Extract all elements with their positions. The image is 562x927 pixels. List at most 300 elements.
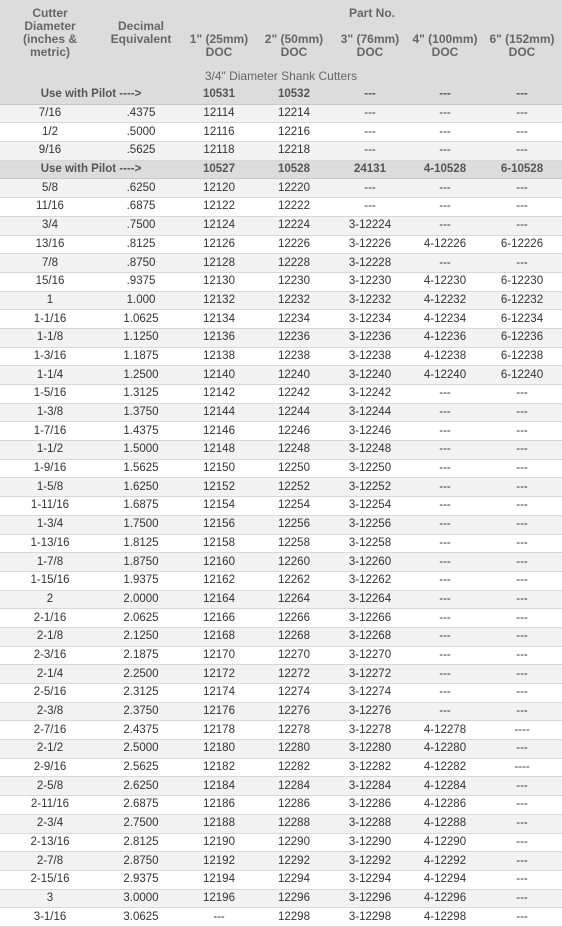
part-6in-cell: 6-12236 bbox=[482, 328, 562, 347]
part-4in-cell: --- bbox=[408, 478, 482, 497]
cutter-diameter-cell: 1-1/4 bbox=[0, 366, 100, 385]
part-4in-cell: --- bbox=[408, 441, 482, 460]
table-row bbox=[0, 609, 562, 628]
pilot-part-cell: 10531 bbox=[182, 86, 256, 104]
cutter-diameter-cell: 1-15/16 bbox=[0, 571, 100, 590]
doc-header-3in: 3" (76mm) DOC bbox=[332, 26, 408, 66]
part-2in-cell: 12228 bbox=[256, 254, 332, 273]
part-2in-cell: 12218 bbox=[256, 142, 332, 161]
decimal-cell: 2.0000 bbox=[100, 590, 182, 609]
decimal-cell: 3.0000 bbox=[100, 889, 182, 908]
part-3in-cell: 3-12240 bbox=[332, 366, 408, 385]
table-row bbox=[0, 347, 562, 366]
part-2in-cell: 12216 bbox=[256, 123, 332, 142]
table-row bbox=[0, 403, 562, 422]
part-1in-cell: 12190 bbox=[182, 833, 256, 852]
part-6in-cell: --- bbox=[482, 254, 562, 273]
part-3in-cell: 3-12290 bbox=[332, 833, 408, 852]
part-3in-cell: 3-12288 bbox=[332, 814, 408, 833]
part-1in-cell: 12154 bbox=[182, 497, 256, 516]
part-1in-cell: 12194 bbox=[182, 870, 256, 889]
part-2in-cell: 12256 bbox=[256, 515, 332, 534]
part-6in-cell: --- bbox=[482, 459, 562, 478]
part-3in-cell: 3-12244 bbox=[332, 403, 408, 422]
decimal-cell: 2.3750 bbox=[100, 702, 182, 721]
cutter-diameter-cell: 13/16 bbox=[0, 235, 100, 254]
cutter-diameter-cell: 2-15/16 bbox=[0, 870, 100, 889]
decimal-cell: 1.4375 bbox=[100, 422, 182, 441]
part-2in-cell: 12252 bbox=[256, 478, 332, 497]
table-body bbox=[0, 86, 562, 926]
part-4in-cell: 4-12288 bbox=[408, 814, 482, 833]
part-4in-cell: --- bbox=[408, 590, 482, 609]
part-4in-cell: --- bbox=[408, 104, 482, 123]
part-1in-cell: 12158 bbox=[182, 534, 256, 553]
part-2in-cell: 12280 bbox=[256, 740, 332, 759]
decimal-cell: 2.6250 bbox=[100, 777, 182, 796]
part-3in-cell: 3-12252 bbox=[332, 478, 408, 497]
part-1in-cell: 12170 bbox=[182, 646, 256, 665]
pilot-part-cell: 10532 bbox=[256, 86, 332, 104]
pilot-part-cell: 10527 bbox=[182, 160, 256, 179]
part-3in-cell: 3-12260 bbox=[332, 553, 408, 572]
part-3in-cell: 3-12236 bbox=[332, 328, 408, 347]
decimal-cell: 1.3750 bbox=[100, 403, 182, 422]
part-4in-cell: 4-12230 bbox=[408, 272, 482, 291]
part-4in-cell: --- bbox=[408, 627, 482, 646]
part-4in-cell: 4-12238 bbox=[408, 347, 482, 366]
part-1in-cell: 12176 bbox=[182, 702, 256, 721]
table-row bbox=[0, 740, 562, 759]
table-row bbox=[0, 777, 562, 796]
part-2in-cell: 12226 bbox=[256, 235, 332, 254]
part-4in-cell: --- bbox=[408, 422, 482, 441]
decimal-cell: 2.3125 bbox=[100, 684, 182, 703]
part-6in-cell: --- bbox=[482, 814, 562, 833]
part-2in-cell: 12244 bbox=[256, 403, 332, 422]
pilot-part-cell: 4-10528 bbox=[408, 160, 482, 179]
part-4in-cell: --- bbox=[408, 254, 482, 273]
cutter-diameter-cell: 2-5/8 bbox=[0, 777, 100, 796]
decimal-cell: 2.8125 bbox=[100, 833, 182, 852]
cutter-diameter-cell: 1-11/16 bbox=[0, 497, 100, 516]
part-6in-cell: 6-12240 bbox=[482, 366, 562, 385]
decimal-cell: .5000 bbox=[100, 123, 182, 142]
cutter-diameter-cell: 1-7/8 bbox=[0, 553, 100, 572]
cutter-diameter-cell: 1-3/8 bbox=[0, 403, 100, 422]
part-3in-cell: 3-12256 bbox=[332, 515, 408, 534]
part-1in-cell: 12178 bbox=[182, 721, 256, 740]
part-1in-cell: 12164 bbox=[182, 590, 256, 609]
table-row bbox=[0, 385, 562, 404]
part-6in-cell: --- bbox=[482, 740, 562, 759]
cutter-diameter-cell: 2-13/16 bbox=[0, 833, 100, 852]
table-row bbox=[0, 104, 562, 123]
part-2in-cell: 12274 bbox=[256, 684, 332, 703]
part-1in-cell: 12116 bbox=[182, 123, 256, 142]
part-6in-cell: 6-12226 bbox=[482, 235, 562, 254]
cutter-diameter-cell: 2-1/2 bbox=[0, 740, 100, 759]
decimal-cell: 1.5000 bbox=[100, 441, 182, 460]
part-3in-cell: 3-12276 bbox=[332, 702, 408, 721]
decimal-cell: 1.6250 bbox=[100, 478, 182, 497]
decimal-cell: .4375 bbox=[100, 104, 182, 123]
part-6in-cell: --- bbox=[482, 198, 562, 217]
part-2in-cell: 12242 bbox=[256, 385, 332, 404]
part-3in-cell: 3-12250 bbox=[332, 459, 408, 478]
decimal-equivalent-header: Decimal Equivalent bbox=[100, 0, 182, 66]
part-2in-cell: 12264 bbox=[256, 590, 332, 609]
part-2in-cell: 12250 bbox=[256, 459, 332, 478]
pilot-label: Use with Pilot ----> bbox=[0, 86, 182, 104]
part-3in-cell: 3-12272 bbox=[332, 665, 408, 684]
part-3in-cell: --- bbox=[332, 104, 408, 123]
part-1in-cell: --- bbox=[182, 908, 256, 927]
part-2in-cell: 12258 bbox=[256, 534, 332, 553]
part-4in-cell: --- bbox=[408, 198, 482, 217]
part-2in-cell: 12296 bbox=[256, 889, 332, 908]
part-1in-cell: 12160 bbox=[182, 553, 256, 572]
part-3in-cell: 3-12224 bbox=[332, 216, 408, 235]
table-row bbox=[0, 291, 562, 310]
cutter-diameter-cell: 1-5/8 bbox=[0, 478, 100, 497]
part-4in-cell: --- bbox=[408, 385, 482, 404]
part-2in-cell: 12284 bbox=[256, 777, 332, 796]
part-6in-cell: --- bbox=[482, 142, 562, 161]
part-4in-cell: --- bbox=[408, 123, 482, 142]
cutter-diameter-cell: 2-9/16 bbox=[0, 758, 100, 777]
part-6in-cell: --- bbox=[482, 497, 562, 516]
part-4in-cell: --- bbox=[408, 497, 482, 516]
part-1in-cell: 12162 bbox=[182, 571, 256, 590]
pilot-row bbox=[0, 160, 562, 179]
part-2in-cell: 12224 bbox=[256, 216, 332, 235]
part-1in-cell: 12148 bbox=[182, 441, 256, 460]
decimal-cell: 2.1250 bbox=[100, 627, 182, 646]
part-1in-cell: 12118 bbox=[182, 142, 256, 161]
part-6in-cell: --- bbox=[482, 553, 562, 572]
table-row bbox=[0, 216, 562, 235]
part-6in-cell: --- bbox=[482, 870, 562, 889]
part-4in-cell: 4-12234 bbox=[408, 310, 482, 329]
part-6in-cell: --- bbox=[482, 123, 562, 142]
part-1in-cell: 12166 bbox=[182, 609, 256, 628]
part-2in-cell: 12294 bbox=[256, 870, 332, 889]
part-1in-cell: 12130 bbox=[182, 272, 256, 291]
doc-header-2in: 2" (50mm) DOC bbox=[256, 26, 332, 66]
part-3in-cell: --- bbox=[332, 179, 408, 198]
table-row bbox=[0, 123, 562, 142]
part-2in-cell: 12220 bbox=[256, 179, 332, 198]
table-row bbox=[0, 870, 562, 889]
part-2in-cell: 12240 bbox=[256, 366, 332, 385]
part-4in-cell: 4-12290 bbox=[408, 833, 482, 852]
decimal-cell: 1.7500 bbox=[100, 515, 182, 534]
part-3in-cell: 3-12270 bbox=[332, 646, 408, 665]
part-2in-cell: 12246 bbox=[256, 422, 332, 441]
part-4in-cell: 4-12284 bbox=[408, 777, 482, 796]
table-row bbox=[0, 272, 562, 291]
table-row bbox=[0, 571, 562, 590]
part-6in-cell: 6-12230 bbox=[482, 272, 562, 291]
part-2in-cell: 12268 bbox=[256, 627, 332, 646]
part-4in-cell: 4-12236 bbox=[408, 328, 482, 347]
part-2in-cell: 12234 bbox=[256, 310, 332, 329]
table-row bbox=[0, 534, 562, 553]
part-2in-cell: 12288 bbox=[256, 814, 332, 833]
part-2in-cell: 12214 bbox=[256, 104, 332, 123]
doc-header-6in: 6" (152mm) DOC bbox=[482, 26, 562, 66]
cutter-diameter-cell: 2-7/8 bbox=[0, 852, 100, 871]
part-2in-cell: 12260 bbox=[256, 553, 332, 572]
part-3in-cell: 3-12228 bbox=[332, 254, 408, 273]
cutter-diameter-cell: 2-1/4 bbox=[0, 665, 100, 684]
part-1in-cell: 12172 bbox=[182, 665, 256, 684]
part-4in-cell: 4-12286 bbox=[408, 796, 482, 815]
table-row bbox=[0, 590, 562, 609]
pilot-part-cell: --- bbox=[408, 86, 482, 104]
decimal-cell: .6250 bbox=[100, 179, 182, 198]
cutter-diameter-cell: 1-9/16 bbox=[0, 459, 100, 478]
part-1in-cell: 12156 bbox=[182, 515, 256, 534]
pilot-part-cell: 10528 bbox=[256, 160, 332, 179]
part-1in-cell: 12124 bbox=[182, 216, 256, 235]
part-6in-cell: ---- bbox=[482, 758, 562, 777]
part-4in-cell: 4-12278 bbox=[408, 721, 482, 740]
part-2in-cell: 12270 bbox=[256, 646, 332, 665]
cutter-diameter-cell: 1 bbox=[0, 291, 100, 310]
cutter-diameter-cell: 1-5/16 bbox=[0, 385, 100, 404]
part-1in-cell: 12120 bbox=[182, 179, 256, 198]
pilot-row bbox=[0, 86, 562, 104]
part-6in-cell: --- bbox=[482, 385, 562, 404]
part-3in-cell: 3-12238 bbox=[332, 347, 408, 366]
table-row bbox=[0, 441, 562, 460]
decimal-cell: 1.000 bbox=[100, 291, 182, 310]
part-4in-cell: 4-12292 bbox=[408, 852, 482, 871]
part-6in-cell: 6-12232 bbox=[482, 291, 562, 310]
part-1in-cell: 12132 bbox=[182, 291, 256, 310]
part-1in-cell: 12142 bbox=[182, 385, 256, 404]
table-row bbox=[0, 235, 562, 254]
cutter-diameter-cell: 5/8 bbox=[0, 179, 100, 198]
pilot-part-cell: --- bbox=[332, 86, 408, 104]
part-1in-cell: 12184 bbox=[182, 777, 256, 796]
part-4in-cell: --- bbox=[408, 142, 482, 161]
cutter-diameter-cell: 9/16 bbox=[0, 142, 100, 161]
part-1in-cell: 12150 bbox=[182, 459, 256, 478]
part-2in-cell: 12278 bbox=[256, 721, 332, 740]
decimal-cell: 1.9375 bbox=[100, 571, 182, 590]
part-1in-cell: 12114 bbox=[182, 104, 256, 123]
part-2in-cell: 12236 bbox=[256, 328, 332, 347]
cutter-diameter-cell: 7/8 bbox=[0, 254, 100, 273]
table-row bbox=[0, 908, 562, 927]
part-3in-cell: 3-12298 bbox=[332, 908, 408, 927]
part-6in-cell: 6-12234 bbox=[482, 310, 562, 329]
part-2in-cell: 12262 bbox=[256, 571, 332, 590]
part-2in-cell: 12222 bbox=[256, 198, 332, 217]
decimal-cell: 1.8750 bbox=[100, 553, 182, 572]
part-3in-cell: --- bbox=[332, 123, 408, 142]
decimal-cell: 2.7500 bbox=[100, 814, 182, 833]
decimal-cell: 2.6875 bbox=[100, 796, 182, 815]
part-6in-cell: --- bbox=[482, 833, 562, 852]
cutter-diameter-cell: 11/16 bbox=[0, 198, 100, 217]
cutter-diameter-header: Cutter Diameter (inches & metric) bbox=[0, 0, 100, 66]
part-6in-cell: --- bbox=[482, 534, 562, 553]
cutter-diameter-cell: 2-5/16 bbox=[0, 684, 100, 703]
part-6in-cell: --- bbox=[482, 104, 562, 123]
part-3in-cell: 3-12274 bbox=[332, 684, 408, 703]
part-4in-cell: 4-12240 bbox=[408, 366, 482, 385]
part-4in-cell: 4-12226 bbox=[408, 235, 482, 254]
part-1in-cell: 12128 bbox=[182, 254, 256, 273]
part-3in-cell: 3-12294 bbox=[332, 870, 408, 889]
part-1in-cell: 12192 bbox=[182, 852, 256, 871]
part-1in-cell: 12188 bbox=[182, 814, 256, 833]
table-row bbox=[0, 142, 562, 161]
part-6in-cell: --- bbox=[482, 665, 562, 684]
cutter-diameter-cell: 1-1/16 bbox=[0, 310, 100, 329]
part-4in-cell: 4-12298 bbox=[408, 908, 482, 927]
part-4in-cell: --- bbox=[408, 459, 482, 478]
part-4in-cell: 4-12296 bbox=[408, 889, 482, 908]
part-6in-cell: --- bbox=[482, 609, 562, 628]
decimal-cell: 1.6875 bbox=[100, 497, 182, 516]
part-1in-cell: 12180 bbox=[182, 740, 256, 759]
table-row bbox=[0, 758, 562, 777]
part-6in-cell: --- bbox=[482, 515, 562, 534]
doc-header-1in: 1" (25mm) DOC bbox=[182, 26, 256, 66]
part-4in-cell: --- bbox=[408, 403, 482, 422]
part-6in-cell: --- bbox=[482, 777, 562, 796]
doc-header-4in: 4" (100mm) DOC bbox=[408, 26, 482, 66]
part-3in-cell: 3-12282 bbox=[332, 758, 408, 777]
part-3in-cell: 3-12280 bbox=[332, 740, 408, 759]
part-4in-cell: --- bbox=[408, 534, 482, 553]
part-6in-cell: --- bbox=[482, 627, 562, 646]
part-3in-cell: 3-12234 bbox=[332, 310, 408, 329]
decimal-cell: 2.5625 bbox=[100, 758, 182, 777]
part-3in-cell: 3-12230 bbox=[332, 272, 408, 291]
part-2in-cell: 12232 bbox=[256, 291, 332, 310]
decimal-cell: 2.2500 bbox=[100, 665, 182, 684]
part-1in-cell: 12152 bbox=[182, 478, 256, 497]
part-1in-cell: 12126 bbox=[182, 235, 256, 254]
cutter-diameter-cell: 2-1/16 bbox=[0, 609, 100, 628]
decimal-cell: 2.8750 bbox=[100, 852, 182, 871]
table-row bbox=[0, 310, 562, 329]
part-2in-cell: 12292 bbox=[256, 852, 332, 871]
decimal-cell: 1.3125 bbox=[100, 385, 182, 404]
part-1in-cell: 12174 bbox=[182, 684, 256, 703]
cutter-diameter-cell: 1-3/16 bbox=[0, 347, 100, 366]
part-3in-cell: 3-12284 bbox=[332, 777, 408, 796]
part-6in-cell: --- bbox=[482, 590, 562, 609]
decimal-cell: .6875 bbox=[100, 198, 182, 217]
part-1in-cell: 12138 bbox=[182, 347, 256, 366]
table-row bbox=[0, 497, 562, 516]
decimal-cell: 2.5000 bbox=[100, 740, 182, 759]
part-6in-cell: --- bbox=[482, 646, 562, 665]
cutter-diameter-cell: 1-3/4 bbox=[0, 515, 100, 534]
part-3in-cell: --- bbox=[332, 198, 408, 217]
part-6in-cell: --- bbox=[482, 179, 562, 198]
pilot-part-cell: 24131 bbox=[332, 160, 408, 179]
part-3in-cell: 3-12242 bbox=[332, 385, 408, 404]
cutter-diameter-cell: 2-3/16 bbox=[0, 646, 100, 665]
part-2in-cell: 12254 bbox=[256, 497, 332, 516]
part-4in-cell: --- bbox=[408, 515, 482, 534]
cutter-diameter-cell: 2-3/8 bbox=[0, 702, 100, 721]
part-4in-cell: --- bbox=[408, 179, 482, 198]
decimal-cell: 1.2500 bbox=[100, 366, 182, 385]
decimal-cell: 3.0625 bbox=[100, 908, 182, 927]
table-row bbox=[0, 665, 562, 684]
part-4in-cell: 4-12232 bbox=[408, 291, 482, 310]
shank-caption: 3/4" Diameter Shank Cutters bbox=[0, 66, 562, 86]
part-3in-cell: 3-12292 bbox=[332, 852, 408, 871]
table-row bbox=[0, 478, 562, 497]
decimal-cell: 1.8125 bbox=[100, 534, 182, 553]
part-2in-cell: 12286 bbox=[256, 796, 332, 815]
part-1in-cell: 12134 bbox=[182, 310, 256, 329]
part-3in-cell: 3-12266 bbox=[332, 609, 408, 628]
part-3in-cell: 3-12268 bbox=[332, 627, 408, 646]
pilot-part-cell: --- bbox=[482, 86, 562, 104]
decimal-cell: .5625 bbox=[100, 142, 182, 161]
part-6in-cell: --- bbox=[482, 684, 562, 703]
part-4in-cell: 4-12280 bbox=[408, 740, 482, 759]
table-row bbox=[0, 814, 562, 833]
part-1in-cell: 12186 bbox=[182, 796, 256, 815]
part-6in-cell: --- bbox=[482, 889, 562, 908]
part-6in-cell: --- bbox=[482, 478, 562, 497]
part-3in-cell: 3-12246 bbox=[332, 422, 408, 441]
part-2in-cell: 12230 bbox=[256, 272, 332, 291]
part-3in-cell: 3-12248 bbox=[332, 441, 408, 460]
part-3in-cell: 3-12226 bbox=[332, 235, 408, 254]
pilot-part-cell: 6-10528 bbox=[482, 160, 562, 179]
pilot-label: Use with Pilot ----> bbox=[0, 160, 182, 179]
part-6in-cell: ---- bbox=[482, 721, 562, 740]
part-6in-cell: --- bbox=[482, 216, 562, 235]
part-2in-cell: 12266 bbox=[256, 609, 332, 628]
part-2in-cell: 12248 bbox=[256, 441, 332, 460]
decimal-cell: .8125 bbox=[100, 235, 182, 254]
table-row bbox=[0, 702, 562, 721]
part-2in-cell: 12238 bbox=[256, 347, 332, 366]
part-3in-cell: 3-12254 bbox=[332, 497, 408, 516]
decimal-cell: 2.4375 bbox=[100, 721, 182, 740]
decimal-cell: 2.0625 bbox=[100, 609, 182, 628]
part-1in-cell: 12144 bbox=[182, 403, 256, 422]
part-2in-cell: 12298 bbox=[256, 908, 332, 927]
part-2in-cell: 12276 bbox=[256, 702, 332, 721]
part-6in-cell: --- bbox=[482, 571, 562, 590]
table-row bbox=[0, 721, 562, 740]
cutter-diameter-cell: 7/16 bbox=[0, 104, 100, 123]
part-1in-cell: 12146 bbox=[182, 422, 256, 441]
part-4in-cell: --- bbox=[408, 609, 482, 628]
part-2in-cell: 12290 bbox=[256, 833, 332, 852]
part-3in-cell: 3-12232 bbox=[332, 291, 408, 310]
table-row bbox=[0, 833, 562, 852]
decimal-cell: 1.1250 bbox=[100, 328, 182, 347]
table-row bbox=[0, 646, 562, 665]
cutter-diameter-cell: 3 bbox=[0, 889, 100, 908]
